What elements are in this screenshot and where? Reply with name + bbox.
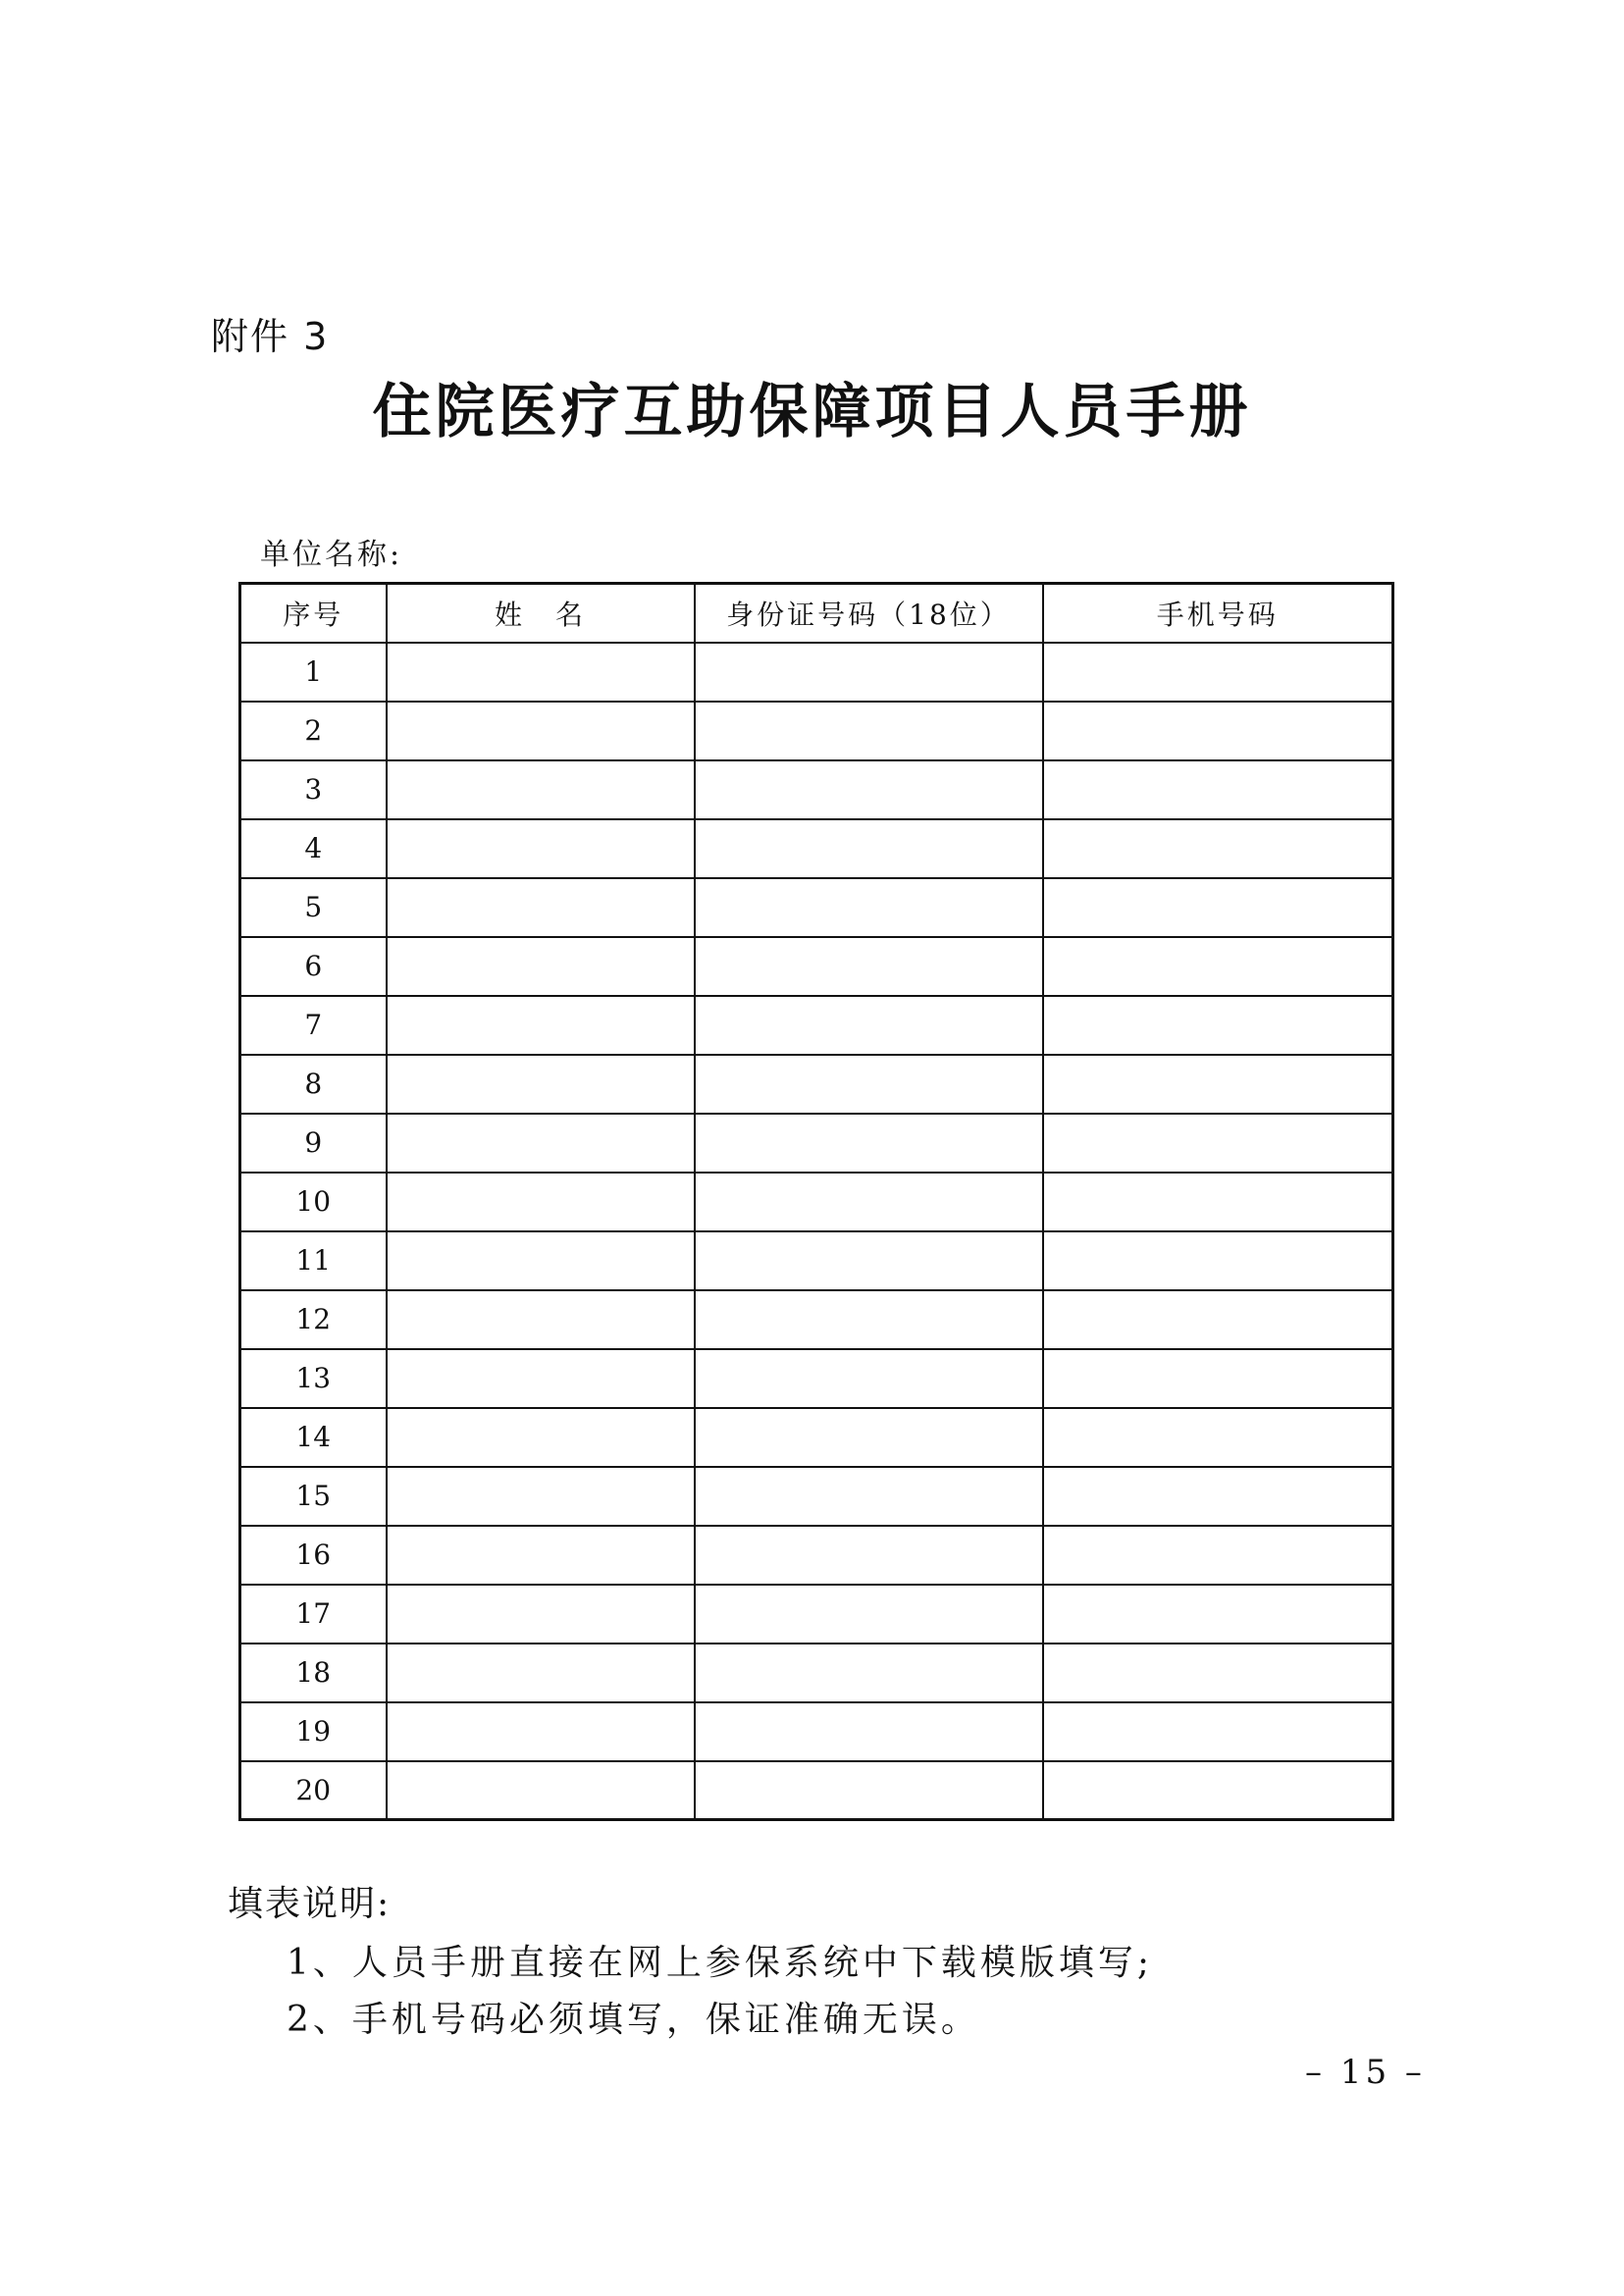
phone-number-cell[interactable] — [1043, 1761, 1393, 1820]
id-number-cell[interactable] — [695, 1467, 1043, 1526]
table-body — [240, 643, 1393, 1820]
phone-number-cell[interactable] — [1043, 1526, 1393, 1585]
row-serial-number: 14 — [240, 1408, 387, 1467]
phone-number-cell[interactable] — [1043, 760, 1393, 819]
row-serial-number: 18 — [240, 1644, 387, 1702]
table-row — [240, 1055, 1393, 1114]
personnel-table — [238, 582, 1394, 1821]
row-serial-number: 1 — [240, 643, 387, 702]
phone-number-cell[interactable] — [1043, 702, 1393, 760]
phone-number-cell[interactable] — [1043, 643, 1393, 702]
row-serial-number: 17 — [240, 1585, 387, 1644]
row-serial-number: 16 — [240, 1526, 387, 1585]
phone-number-cell[interactable] — [1043, 1408, 1393, 1467]
row-serial-number: 4 — [240, 819, 387, 878]
name-cell[interactable] — [387, 643, 695, 702]
phone-number-cell[interactable] — [1043, 878, 1393, 937]
id-number-cell[interactable] — [695, 760, 1043, 819]
table-row — [240, 702, 1393, 760]
row-serial-number: 11 — [240, 1231, 387, 1290]
table-row — [240, 1702, 1393, 1761]
id-number-cell[interactable] — [695, 1702, 1043, 1761]
attachment-label: 附件 3 — [211, 315, 330, 358]
name-cell[interactable] — [387, 1585, 695, 1644]
phone-number-cell[interactable] — [1043, 1231, 1393, 1290]
name-cell[interactable] — [387, 1526, 695, 1585]
table-row — [240, 1290, 1393, 1349]
phone-number-cell[interactable] — [1043, 1702, 1393, 1761]
notes-title: 填表说明: — [228, 1884, 392, 1924]
row-serial-number: 8 — [240, 1055, 387, 1114]
id-number-cell[interactable] — [695, 1349, 1043, 1408]
table-row — [240, 937, 1393, 996]
name-cell[interactable] — [387, 819, 695, 878]
id-number-cell[interactable] — [695, 1408, 1043, 1467]
phone-number-cell[interactable] — [1043, 996, 1393, 1055]
name-cell[interactable] — [387, 1173, 695, 1231]
row-serial-number: 6 — [240, 937, 387, 996]
id-number-cell[interactable] — [695, 1055, 1043, 1114]
header-phone-number: 手机号码 — [1043, 584, 1393, 643]
name-cell[interactable] — [387, 1349, 695, 1408]
header-serial-number: 序号 — [240, 584, 387, 643]
name-cell[interactable] — [387, 996, 695, 1055]
phone-number-cell[interactable] — [1043, 1585, 1393, 1644]
name-cell[interactable] — [387, 1290, 695, 1349]
note-item: 2、手机号码必须填写，保证准确无误。 — [287, 2000, 980, 2040]
id-number-cell[interactable] — [695, 937, 1043, 996]
name-cell[interactable] — [387, 878, 695, 937]
row-serial-number: 12 — [240, 1290, 387, 1349]
name-cell[interactable] — [387, 1761, 695, 1820]
id-number-cell[interactable] — [695, 1114, 1043, 1173]
row-serial-number: 15 — [240, 1467, 387, 1526]
name-cell[interactable] — [387, 702, 695, 760]
table-row — [240, 1114, 1393, 1173]
table-row — [240, 1761, 1393, 1820]
id-number-cell[interactable] — [695, 1761, 1043, 1820]
row-serial-number: 5 — [240, 878, 387, 937]
header-id-number: 身份证号码（18位） — [695, 584, 1043, 643]
row-serial-number: 7 — [240, 996, 387, 1055]
phone-number-cell[interactable] — [1043, 1467, 1393, 1526]
table-row — [240, 643, 1393, 702]
name-cell[interactable] — [387, 1467, 695, 1526]
phone-number-cell[interactable] — [1043, 819, 1393, 878]
table-row — [240, 1408, 1393, 1467]
id-number-cell[interactable] — [695, 1644, 1043, 1702]
id-number-cell[interactable] — [695, 1290, 1043, 1349]
name-cell[interactable] — [387, 760, 695, 819]
unit-name-label: 单位名称: — [260, 538, 403, 572]
table-row — [240, 1173, 1393, 1231]
phone-number-cell[interactable] — [1043, 1055, 1393, 1114]
id-number-cell[interactable] — [695, 643, 1043, 702]
row-serial-number: 2 — [240, 702, 387, 760]
row-serial-number: 13 — [240, 1349, 387, 1408]
name-cell[interactable] — [387, 937, 695, 996]
id-number-cell[interactable] — [695, 996, 1043, 1055]
id-number-cell[interactable] — [695, 819, 1043, 878]
name-cell[interactable] — [387, 1055, 695, 1114]
id-number-cell[interactable] — [695, 1231, 1043, 1290]
name-cell[interactable] — [387, 1644, 695, 1702]
phone-number-cell[interactable] — [1043, 1349, 1393, 1408]
name-cell[interactable] — [387, 1231, 695, 1290]
page-number: – 15 – — [1305, 2053, 1426, 2092]
table-row — [240, 878, 1393, 937]
name-cell[interactable] — [387, 1114, 695, 1173]
note-item: 1、人员手册直接在网上参保系统中下载模版填写; — [287, 1943, 1154, 1983]
phone-number-cell[interactable] — [1043, 1290, 1393, 1349]
table-row — [240, 1467, 1393, 1526]
table-row — [240, 1585, 1393, 1644]
phone-number-cell[interactable] — [1043, 1114, 1393, 1173]
id-number-cell[interactable] — [695, 878, 1043, 937]
row-serial-number: 19 — [240, 1702, 387, 1761]
phone-number-cell[interactable] — [1043, 937, 1393, 996]
table-row — [240, 1231, 1393, 1290]
name-cell[interactable] — [387, 1702, 695, 1761]
header-name: 姓 名 — [387, 584, 695, 643]
phone-number-cell[interactable] — [1043, 1173, 1393, 1231]
name-cell[interactable] — [387, 1408, 695, 1467]
id-number-cell[interactable] — [695, 1526, 1043, 1585]
row-serial-number: 9 — [240, 1114, 387, 1173]
table-row — [240, 760, 1393, 819]
phone-number-cell[interactable] — [1043, 1644, 1393, 1702]
table-row — [240, 819, 1393, 878]
table-row — [240, 996, 1393, 1055]
id-number-cell[interactable] — [695, 1173, 1043, 1231]
id-number-cell[interactable] — [695, 702, 1043, 760]
row-serial-number: 3 — [240, 760, 387, 819]
row-serial-number: 20 — [240, 1761, 387, 1820]
row-serial-number: 10 — [240, 1173, 387, 1231]
table-row — [240, 1349, 1393, 1408]
id-number-cell[interactable] — [695, 1585, 1043, 1644]
table-header-row — [240, 584, 1393, 643]
table-row — [240, 1644, 1393, 1702]
document-title: 住院医疗互助保障项目人员手册 — [372, 378, 1252, 446]
table-row — [240, 1526, 1393, 1585]
